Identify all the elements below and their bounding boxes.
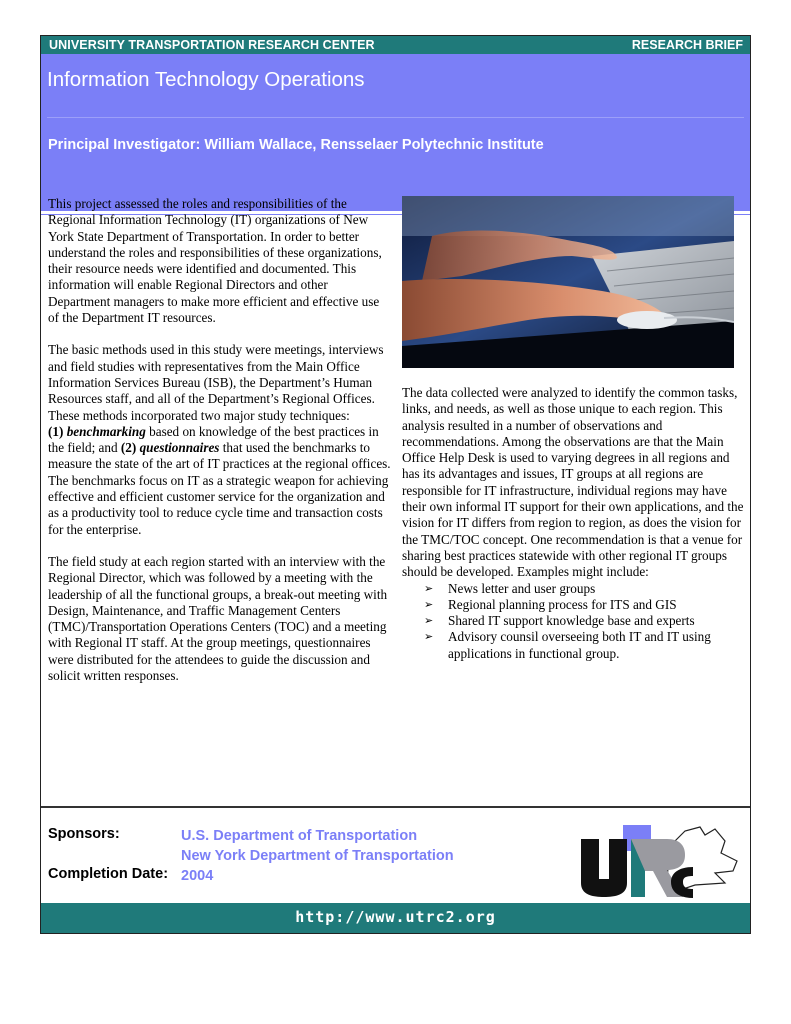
footer-url-bar [41, 903, 750, 933]
arrowhead-bullet-icon: ➢ [424, 614, 434, 628]
completion-date-value: 2004 [181, 868, 214, 884]
title-divider [47, 117, 744, 118]
list-item: ➢ Advisory counsil overseeing both IT and IT using applications in functional group. [424, 629, 711, 661]
right-column [402, 385, 747, 662]
principal-investigator: Principal Investigator: William Wallace, Rensselaer Polytechnic Institute [48, 137, 544, 153]
arrowhead-bullet-icon: ➢ [424, 597, 434, 611]
footer-divider [41, 806, 750, 808]
left-column [48, 196, 393, 700]
page-title: Information Technology Operations [47, 68, 365, 91]
sponsors-label: Sponsors: [48, 826, 120, 842]
paragraph-intro: This project assessed the roles and responsibilities of the Regional Information Technology (IT) organizations of New York State Department of Transportation. In order to better understand the roles and responsibilities of these organizations, their resource needs were identified and documented. This information will enable Regional Directors and other Department managers to make more efficient and effective use of the Department IT resources. [48, 196, 382, 326]
sponsor-usdot: U.S. Department of Transportation [181, 828, 418, 844]
list-item: ➢ News letter and user groups [424, 580, 596, 596]
arrowhead-bullet-icon: ➢ [424, 581, 434, 595]
sponsor-nysdot: New York Department of Transportation [181, 848, 454, 864]
sponsors-list [181, 826, 454, 886]
arrowhead-bullet-icon: ➢ [424, 630, 434, 644]
list-item: ➢ Shared IT support knowledge base and experts [424, 613, 695, 629]
title-block [41, 54, 750, 211]
paragraph-methods: The basic methods used in this study were meetings, interviews and field studies with representatives from the Main Office Information Services Bureau (ISB), the Department’s Human Resources staff, and all of the Department’s Regional Offices. These methods incorporated two major study techniques: (1) benchmarking based on knowledge of the best practices in the field; and (2) questionnaires that used the benchmarks to measure the state of the art of IT practices at the regional offices. The benchmarks focus on IT as a strategic weapon for achieving effective and efficient customer service for the organization and as a productivity tool to reduce cycle time and transaction costs for the enterprise. [48, 342, 391, 537]
completion-date-label: Completion Date: [48, 866, 169, 882]
top-banner [41, 36, 750, 54]
org-name: UNIVERSITY TRANSPORTATION RESEARCH CENTER [49, 38, 375, 52]
examples-list [402, 581, 747, 662]
utrc-logo [575, 821, 745, 901]
utrc-logo-icon [575, 821, 745, 901]
research-brief-page [40, 35, 751, 934]
keyboard-photo [402, 196, 734, 368]
hands-on-keyboard-image [402, 196, 734, 368]
paragraph-analysis: The data collected were analyzed to identify the common tasks, links, and needs, as well as those unique to each region. This analysis resulted in a number of observations and recommendations. Among the observations are that the Main Office Help Desk is used to varying degrees in all regions and has its advantages and issues, IT groups at all regions are responsible for IT infrastructure, individual regions may have their own informal IT support for their own applications, and the vision for IT differs from region to region, as does the vision for the TMC/TOC concept. One recommendation is that a venue for sharing best practices statewide with other regional IT groups should be developed. Examples might include: [402, 385, 744, 580]
paragraph-field-study: The field study at each region started with an interview with the Regional Director, which was followed by a meeting with the leadership of all the functional groups, a break-out meeting with Design, Maintenance, and Traffic Management Centers (TMC)/Transportation Operations Centers (TOC) and a meeting with Regional IT staff. At the group meetings, questionnaires were distributed for the attendees to guide the discussion and solicit written responses. [48, 553, 388, 684]
website-link[interactable]: http://www.utrc2.org [295, 908, 496, 926]
doc-type: RESEARCH BRIEF [631, 38, 743, 52]
list-item: ➢ Regional planning process for ITS and GIS [424, 596, 677, 612]
